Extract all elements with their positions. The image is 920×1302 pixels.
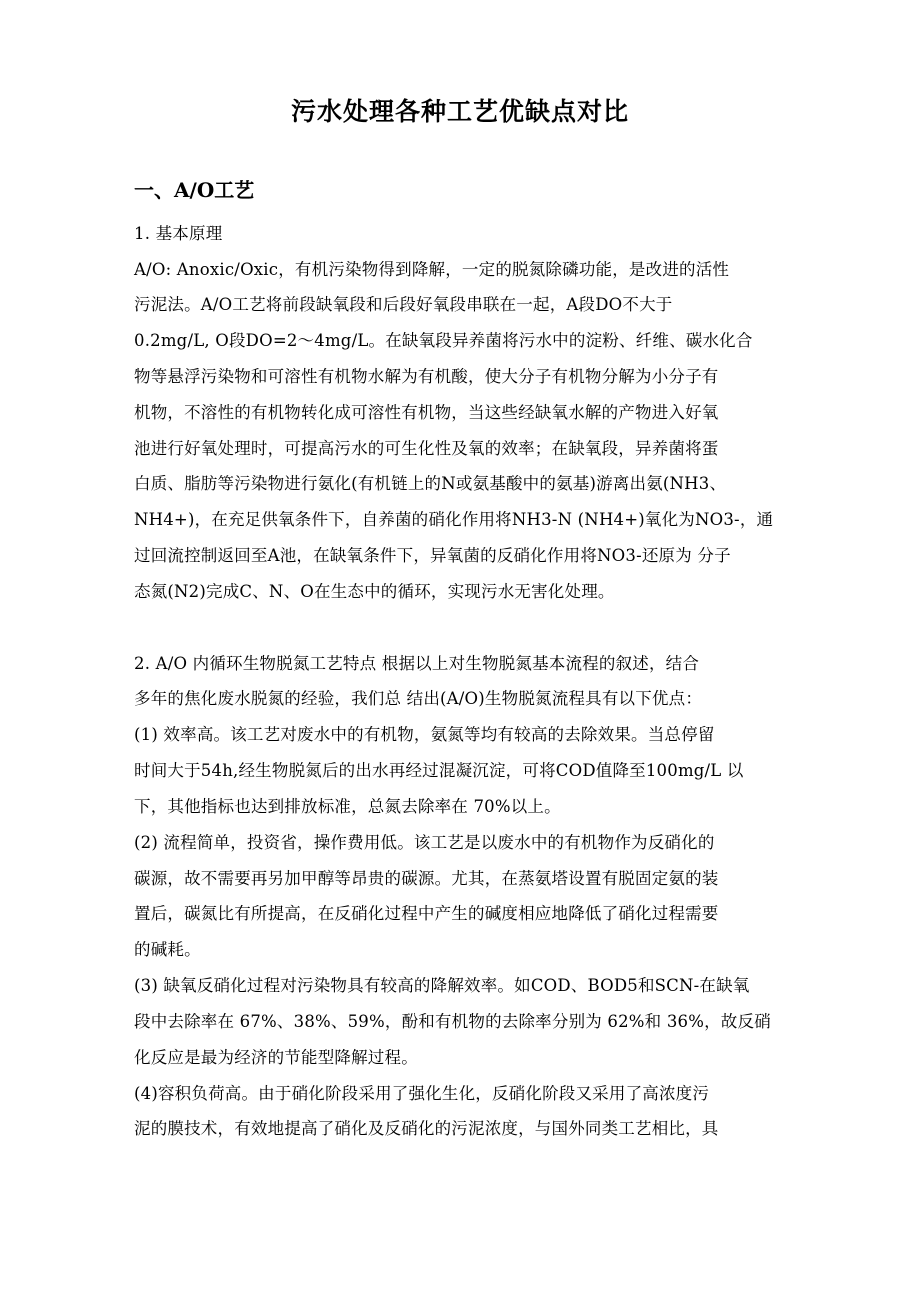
paragraph-line: (1) 效率高。该工艺对废水中的有机物，氨氮等均有较高的去除效果。当总停留 <box>134 725 715 744</box>
paragraph-line: 碳源，故不需要再另加甲醇等昂贵的碳源。尤其，在蒸氨塔设置有脱固定氨的装 <box>134 869 719 888</box>
paragraph-line: NH4+)，在充足供氧条件下，自养菌的硝化作用将NH3-N (NH4+)氧化为NO3-，通 <box>134 510 774 529</box>
paragraph-line: 污泥法。A/O工艺将前段缺氧段和后段好氧段串联在一起，A段DO不大于 <box>134 295 673 314</box>
paragraph-line: 过回流控制返回至A池，在缺氧条件下，异氧菌的反硝化作用将NO3-还原为 分子 <box>134 546 731 565</box>
paragraph-line: (4)容积负荷高。由于硝化阶段采用了强化生化，反硝化阶段又采用了高浓度污 <box>134 1084 710 1103</box>
paragraph-line: 置后，碳氮比有所提高，在反硝化过程中产生的碱度相应地降低了硝化过程需要 <box>134 904 719 923</box>
paragraph-line: 泥的膜技术，有效地提高了硝化及反硝化的污泥浓度，与国外同类工艺相比，具 <box>134 1119 719 1138</box>
paragraph-line: 1. 基本原理 <box>134 224 223 243</box>
paragraph-line: A/O: Anoxic/Oxic，有机污染物得到降解，一定的脱氮除磷功能，是改进的活性 <box>134 260 730 279</box>
paragraph-line: 0.2mg/L, O段DO=2～4mg/L。在缺氧段异养菌将污水中的淀粉、纤维、碳水化合 <box>134 331 753 350</box>
paragraph-line: 机物，不溶性的有机物转化成可溶性有机物，当这些经缺氧水解的产物进入好氧 <box>134 403 719 422</box>
paragraph-line: 物等悬浮污染物和可溶性有机物水解为有机酸，使大分子有机物分解为小分子有 <box>134 367 719 386</box>
paragraph-line: (2) 流程简单，投资省，操作费用低。该工艺是以废水中的有机物作为反硝化的 <box>134 833 715 852</box>
paragraph-line: 态氮(N2)完成C、N、O在生态中的循环，实现污水无害化处理。 <box>134 582 615 601</box>
section-heading-ao: 一、A/O工艺 <box>134 178 255 202</box>
document-title: 污水处理各种工艺优缺点对比 <box>290 97 629 126</box>
paragraph-line: 池进行好氧处理时，可提高污水的可生化性及氧的效率；在缺氧段，异养菌将蛋 <box>134 439 719 458</box>
paragraph-line: 多年的焦化废水脱氮的经验，我们总 结出(A/O)生物脱氮流程具有以下优点： <box>134 689 703 708</box>
paragraph-line: 下，其他指标也达到排放标准，总氮去除率在 70%以上。 <box>134 797 561 816</box>
paragraph-line: 白质、脂肪等污染物进行氨化(有机链上的N或氨基酸中的氨基)游离出氨(NH3、 <box>134 474 727 493</box>
paragraph-line: 的碱耗。 <box>134 940 201 959</box>
paragraph-line: 段中去除率在 67%、38%、59%，酚和有机物的去除率分别为 62%和 36%，故反硝 <box>134 1012 771 1031</box>
paragraph-line: 时间大于54h,经生物脱氮后的出水再经过混凝沉淀，可将COD值降至100mg/L 以 <box>134 761 744 780</box>
paragraph-line: (3) 缺氧反硝化过程对污染物具有较高的降解效率。如COD、BOD5和SCN-在缺氧 <box>134 976 750 995</box>
paragraph-line: 化反应是最为经济的节能型降解过程。 <box>134 1048 418 1067</box>
paragraph-line: 2. A/O 内循环生物脱氮工艺特点 根据以上对生物脱氮基本流程的叙述，结合 <box>134 654 700 673</box>
